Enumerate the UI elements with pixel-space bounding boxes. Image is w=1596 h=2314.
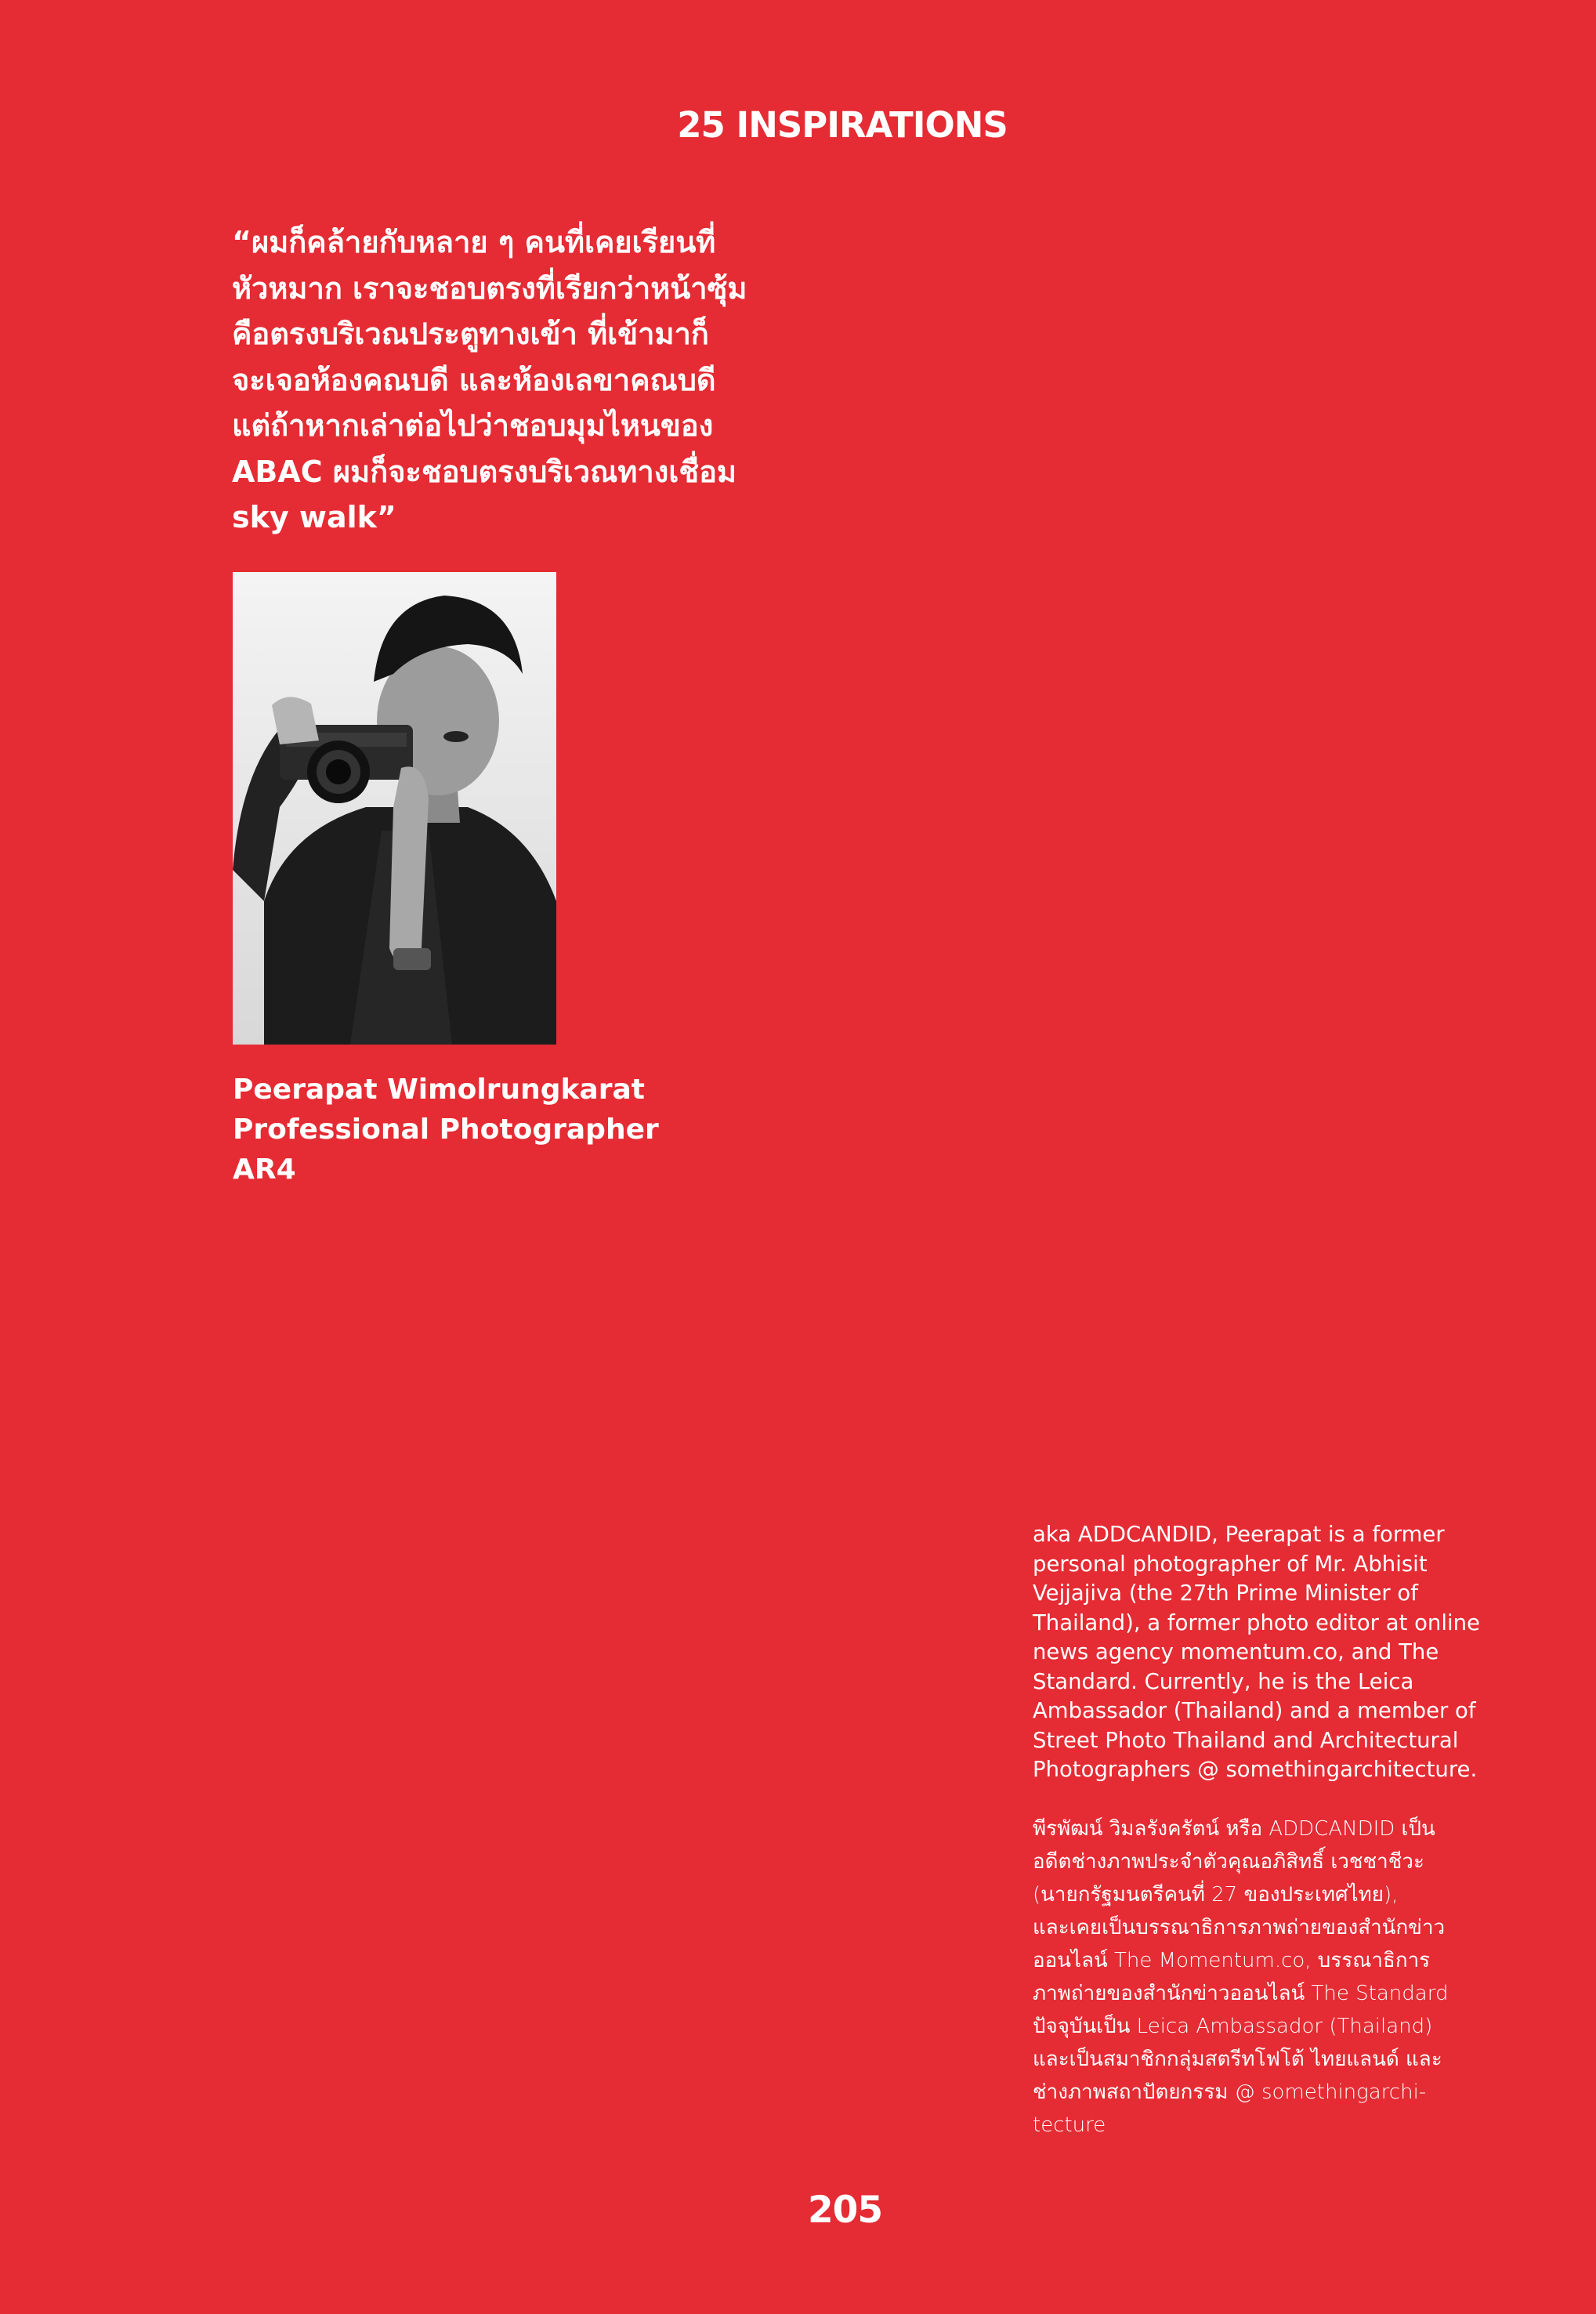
bio-en-line: Vejjajiva (the 27th Prime Minister of [1033, 1581, 1418, 1606]
bio-english [1033, 1520, 1480, 1785]
bio-th-line: tecture [1033, 2113, 1106, 2137]
bio-th-line: อดีตช่างภาพประจำตัวคุณอภิสิทธิ์ เวชชาชีวะ [1033, 1850, 1424, 1874]
bio-en-line: aka ADDCANDID, Peerapat is a former [1033, 1522, 1445, 1547]
quote-line: หัวหมาก เราจะชอบตรงที่เรียกว่าหน้าซุ้ม [232, 270, 747, 306]
bio-th-line: และเคยเป็นบรรณาธิการภาพถ่ายของสำนักข่าว [1033, 1916, 1446, 1939]
pull-quote [232, 219, 796, 541]
quote-line: แต่ถ้าหากเล่าต่อไปว่าชอบมุมไหนของ [232, 408, 714, 443]
quote-line: คือตรงบริเวณประตูทางเข้า ที่เข้ามาก็ [232, 317, 709, 351]
quote-line: “ผมก็คล้ายกับหลาย ๆ คนที่เคยเรียนที่ [232, 225, 716, 259]
page-number: 205 [807, 2189, 883, 2232]
profile-caption [233, 1070, 703, 1190]
bio-th-line: ออนไลน์ The Momentum.co, บรรณาธิการ [1033, 1949, 1431, 1972]
bio-en-line: Standard. Currently, he is the Leica [1033, 1668, 1414, 1694]
bio-th-line: ปัจจุบันเป็น Leica Ambassador (Thailand) [1033, 2015, 1433, 2038]
profile-name: Peerapat Wimolrungkarat [233, 1074, 645, 1106]
bio-en-line: personal photographer of Mr. Abhisit [1033, 1551, 1428, 1577]
bio-thai [1033, 1812, 1471, 2142]
bio-th-line: (นายกรัฐมนตรีคนที่ 27 ของประเทศไทย), [1033, 1883, 1399, 1907]
bio-en-line: Ambassador (Thailand) and a member of [1033, 1698, 1476, 1723]
bio-en-line: news agency momentum.co, and The [1033, 1639, 1439, 1664]
quote-line: จะเจอห้องคณบดี และห้องเลขาคณบดี [232, 362, 716, 397]
bio-th-line: ภาพถ่ายของสำนักข่าวออนไลน์ The Standard [1033, 1982, 1449, 2005]
section-title: 25 INSPIRATIONS [677, 104, 1008, 146]
bio-th-line: พีรพัฒน์ วิมลรังครัตน์ หรือ ADDCANDID เป็น [1033, 1817, 1435, 1841]
portrait-photo [233, 572, 556, 1045]
bio-th-line: และเป็นสมาชิกกลุ่มสตรีทโฟโต้ ไทยแลนด์ และ [1033, 2048, 1442, 2071]
bio-en-line: Street Photo Thailand and Architectural [1033, 1727, 1459, 1753]
profile-role: Professional Photographer [233, 1114, 659, 1146]
bio-th-line: ช่างภาพสถาปัตยกรรม @ somethingarchi- [1033, 2080, 1427, 2104]
quote-line: ABAC ผมก็จะชอบตรงบริเวณทางเชื่อม [232, 454, 736, 489]
bio-en-line: Photographers @ somethingarchitecture. [1033, 1757, 1478, 1782]
quote-line: sky walk” [232, 500, 396, 534]
profile-code: AR4 [233, 1153, 296, 1186]
bio-en-line: Thailand), a former photo editor at online [1033, 1610, 1480, 1635]
